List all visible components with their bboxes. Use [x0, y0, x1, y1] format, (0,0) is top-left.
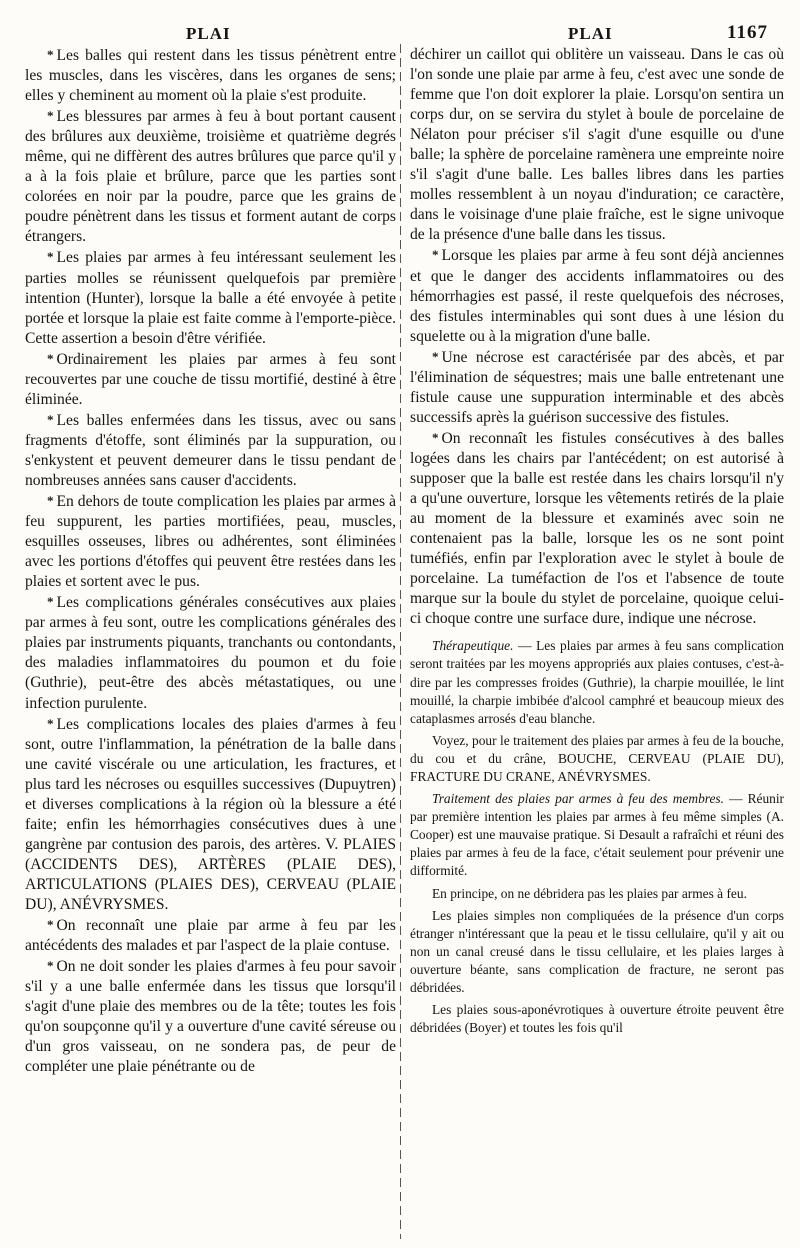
paragraph-text: Les complications générales consécutives aux plaies par armes à feu sont, outre les complications générales des plaies par instruments piquants, tranchants ou contondants, des maladies inflammatoires du poumon et du foie (Guthrie), peut-être des abcès métastatiques, ou une infection purulente. — [25, 594, 396, 712]
paragraph — [410, 885, 784, 903]
paragraph-text: déchirer un caillot qui oblitère un vaisseau. Dans le cas où l'on sonde une plaie par arme à feu, c'est avec une sonde de femme que l'on doit explorer la plaie. Lorsqu'on sentira un corps dur, on se servira du stylet à boule de porcelaine de Nélaton pour préciser s'il s'agit d'une esquille ou d'une balle; la sphère de porcelaine ramènera une empreinte noire s'il s'agit d'une balle. Les balles libres dans les parties molles ressemblent à un noyau d'induration; ce caractère, dans le voisinage d'une plaie fraîche, est le signe univoque de la présence d'une balle dans les tissus. — [410, 46, 784, 244]
paragraph-text: Les complications locales des plaies d'armes à feu sont, outre l'inflammation, la pénétration de la balle dans une cavité viscérale ou une articulation, les fractures, et plus tard les nécroses ou esquilles successives (Dupuytren) et diverses complications à la région où la blessure a été faite; enfin les hémorrhagies consécutives dues à une gangrène par contusion des parois, des artères. V. PLAIES (ACCIDENTS DES), ARTÈRES (PLAIE DES), ARTICULATIONS (PLAIES DES), CERVEAU (PLAIE DU), ANÉVRYSMES. — [25, 715, 396, 913]
paragraph-text: Voyez, pour le traitement des plaies par armes à feu de la bouche, du cou et du crâne, BOUCHE, CERVEAU (PLAIE DU), FRACTURE DU CRANE, ANÉVRYSMES. — [410, 732, 784, 785]
paragraph — [410, 732, 784, 786]
paragraph — [410, 245, 784, 346]
paragraph — [25, 956, 396, 1077]
asterism-icon: * — [47, 350, 53, 366]
paragraph-text: Les balles enfermées dans les tissus, avec ou sans fragments d'étoffe, sont éliminés par la suppuration, ou s'enkystent et peuvent demeurer dans le tissu pendant de nombreuses années sans causer d'accidents. — [25, 411, 396, 489]
paragraph-text: On ne doit sonder les plaies d'armes à feu pour savoir s'il y a une balle enfermée dans les tissus que lorsqu'il s'agit d'une plaie des membres ou de la tête; toutes les fois qu'on soupçonne qu'il y a ouverture d'une cavité séreuse ou d'un gros vaisseau, on ne sondera pas, de peur de compléter une plaie pénétrante ou de — [25, 958, 396, 1076]
asterism-icon: * — [47, 108, 53, 124]
paragraph-text: — Réunir par première intention les plaies par armes à feu même simples (A. Cooper) est une mauvaise pratique. Si Desault a rafraîchi et réuni des plaies par armes à feu de la face, c'était seulement pour prévenir une difformité. — [410, 791, 785, 879]
paragraph-text: On reconnaît une plaie par arme à feu par les antécédents des malades et par l'aspect de la plaie contuse. — [25, 917, 396, 955]
page-number: 1167 — [727, 22, 768, 43]
paragraph-text: Les plaies sous-aponévrotiques à ouverture étroite peuvent être débridées (Boyer) et toutes les fois qu'il — [410, 1002, 784, 1036]
asterism-icon: * — [47, 493, 53, 509]
paragraph — [410, 428, 784, 629]
paragraph — [410, 637, 784, 727]
paragraph — [25, 45, 396, 106]
asterism-icon: * — [432, 429, 438, 445]
paragraph-text: Les plaies simples non compliquées de la présence d'un corps étranger n'intéressant que la peau et le tissu cellulaire, qu'il y ait ou non un canal creusé dans le tissu cellulaire, et les plaies larges à ouverture béante, sans complication de fracture, ne seront pas débridées. — [410, 907, 784, 996]
paragraph — [410, 1001, 784, 1037]
paragraph — [25, 410, 396, 491]
paragraph — [25, 349, 396, 410]
paragraph-text: On reconnaît les fistules consécutives à des balles logées dans les chairs par l'antécédent; on est autorisé à supposer que la balle est restée dans les chairs lorsqu'il n'y a qu'une ouverture, lorsque les vêtements retirés de la plaie au moment de la blessure et examinés avec soin ne contenaient pas la balle, lorsque les os ne sont point tuméfiés, enfin par l'exploration avec le stylet à boule de porcelaine. La tuméfaction de l'os et l'absence de toute marque sur la boule du stylet de porcelaine, quoique celui-ci choque contre une surface dure, indique une nécrose. — [410, 429, 784, 628]
left-column — [25, 45, 396, 1077]
paragraph — [25, 592, 396, 713]
paragraph — [410, 347, 784, 428]
paragraph — [25, 106, 396, 247]
paragraph-text: Lorsque les plaies par arme à feu sont déjà anciennes et que le danger des accidents inflammatoires ou des hémorrhagies est passé, il reste quelquefois des nécroses, des fistules interminables qui sont dues à une lésion du squelette ou à la migration d'une balle. — [410, 247, 784, 345]
paragraph — [25, 491, 396, 592]
asterism-icon: * — [47, 47, 53, 62]
paragraph — [410, 790, 784, 880]
paragraph-text: Ordinairement les plaies par armes à feu sont recouvertes par une couche de tissu mortifié, destiné à être éliminée. — [25, 350, 396, 408]
right-column — [410, 45, 784, 1037]
section-heading: Traitement des plaies par armes à feu des membres. — [432, 791, 724, 807]
paragraph-text: En dehors de toute complication les plaies par armes à feu suppurent, les parties mortifiées, peau, muscles, esquilles osseuses, libres ou adhérentes, sont éliminées avec les portions d'étoffes qui peuvent être restées dans les plaies et sortent avec le pus. — [25, 493, 396, 591]
paragraph-text: Une nécrose est caractérisée par des abcès, et par l'élimination de séquestres; mais une balle entretenant une fistule cause une suppuration interminable et des abcès successifs après la guérison successive des fistules. — [410, 348, 784, 426]
paragraph — [25, 915, 396, 956]
asterism-icon: * — [432, 247, 438, 263]
paragraph — [25, 714, 396, 915]
running-title-right: PLAI — [568, 24, 613, 43]
asterism-icon: * — [47, 411, 53, 427]
asterism-icon: * — [47, 249, 53, 265]
paragraph-text: Les blessures par armes à feu à bout portant causent des brûlures aux deuxième, troisième et quatrième degrés même, qui ne diffèrent des autres brûlures que parce qu'il y a à la fois plaie et brûlure, parce que les parties sont colorées en noir par la poudre, parce que les grains de poudre pénètrent dans les tissus et forment autant de corps étrangers. — [25, 108, 396, 246]
paragraph — [410, 907, 784, 997]
paragraph-text: En principe, on ne débridera pas les plaies par armes à feu. — [432, 885, 747, 901]
section-heading: Thérapeutique. — [432, 638, 514, 654]
paragraph — [410, 45, 784, 245]
paragraph-text: Les plaies par armes à feu intéressant seulement les parties molles se réunissent quelquefois par première intention (Hunter), lorsque la balle a été envoyée à petite portée et lorsque la plaie est faite comme à l'emporte-pièce. Cette assertion a besoin d'être vérifiée. — [25, 249, 396, 347]
asterism-icon: * — [432, 348, 438, 364]
asterism-icon: * — [47, 917, 53, 933]
running-title-left: PLAI — [186, 24, 231, 43]
column-divider — [400, 44, 401, 1239]
paragraph-text: Les balles qui restent dans les tissus pénètrent entre les muscles, dans les viscères, dans les organes de sens; elles y cheminent au moment où la plaie s'est produite. — [25, 47, 396, 105]
paragraph-text: — Les plaies par armes à feu sans complication seront traitées par les moyens appropriés aux plaies contuses, c'est-à-dire par les compresses froides (Guthrie), la charpie mouillée, le lint mouillé, la charpie imbibée d'alcool camphré et beaucoup mieux des cataplasmes arrosés d'eau blanche. — [410, 638, 784, 726]
asterism-icon: * — [47, 715, 53, 731]
asterism-icon: * — [47, 594, 53, 610]
asterism-icon: * — [47, 958, 53, 974]
paragraph — [25, 247, 396, 348]
page-header — [0, 6, 800, 42]
